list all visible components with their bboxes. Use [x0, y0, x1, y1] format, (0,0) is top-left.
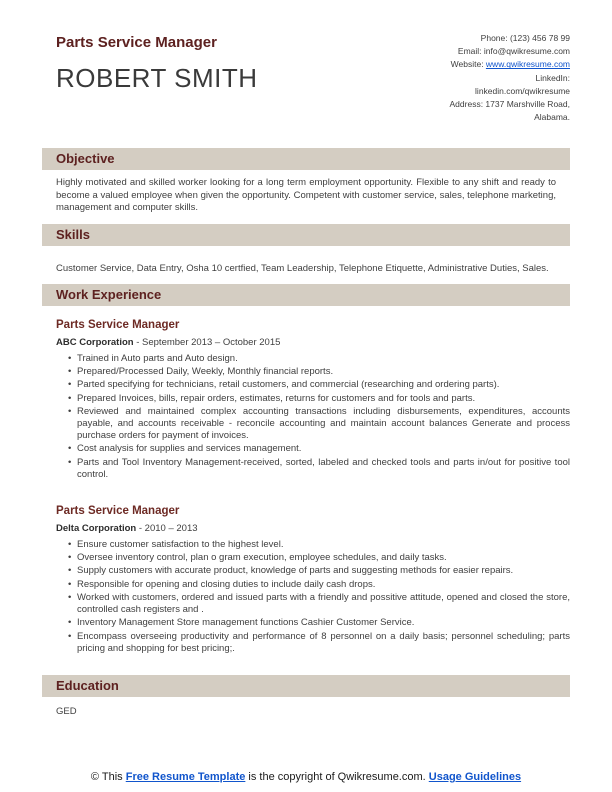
- website-link[interactable]: www.qwikresume.com: [485, 59, 570, 70]
- company-name: Delta Corporation: [56, 523, 137, 535]
- bullet-item: • Cost analysis for supplies and services management.: [68, 443, 570, 455]
- bullet-item: • Parts and Tool Inventory Management-received, sorted, labeled and checked tools and parts in/out for positive tool control.: [68, 457, 570, 481]
- header-job-title: Parts Service Manager: [56, 34, 217, 51]
- resume-header: [42, 30, 570, 124]
- section-skills: [42, 224, 570, 275]
- job-dates: - 2010 – 2013: [136, 523, 198, 535]
- job-company-line: [42, 337, 570, 348]
- footer-middle: is the copyright of Qwikresume.com.: [245, 771, 429, 783]
- section-title-skills: Skills: [42, 224, 570, 246]
- bullet-item: • Worked with customers, ordered and issued parts with a friendly and possitive attitude, opened and closed the store, controlled cash registers and .: [68, 592, 570, 616]
- job-dates: - September 2013 – October 2015: [133, 337, 281, 349]
- section-title-work-experience: Work Experience: [42, 284, 570, 306]
- bullet-item: • Supply customers with accurate product, knowledge of parts and suggesting methods for easier repairs.: [68, 565, 570, 577]
- bullet-item: • Encompass overseeing productivity and performance of 8 personnel on a daily basis; personnel scheduling; parts pricing and shopping for best pricing;.: [68, 631, 570, 655]
- contact-linkedin-value: linkedin.com/qwikresume: [475, 85, 570, 96]
- contact-address-line2: Alabama.: [534, 112, 570, 123]
- job-entry: [42, 319, 570, 481]
- bullet-item: • Parted specifying for technicians, retail customers, and commercial (researching and ordering parts).: [68, 379, 570, 391]
- bullet-item: • Prepared Invoices, bills, repair orders, estimates, returns for customers and for tools and parts.: [68, 393, 570, 405]
- skills-text: Customer Service, Data Entry, Osha 10 certfied, Team Leadership, Telephone Etiquette, Administrative Duties, Sales.: [56, 262, 549, 274]
- job-role: Parts Service Manager: [56, 319, 180, 332]
- section-education: [42, 675, 570, 718]
- contact-email: Email: info@qwikresume.com: [457, 46, 570, 57]
- free-resume-template-link[interactable]: Free Resume Template: [125, 771, 246, 783]
- contact-phone: Phone: (123) 456 78 99: [480, 33, 570, 43]
- footer: [0, 770, 612, 784]
- candidate-name: ROBERT SMITH: [56, 63, 258, 93]
- section-work-experience: [42, 284, 570, 655]
- header-left: [42, 30, 258, 94]
- bullet-item: • Trained in Auto parts and Auto design.: [68, 353, 570, 365]
- job-entry: [42, 505, 570, 655]
- company-name: ABC Corporation: [56, 337, 134, 349]
- job-role: Parts Service Manager: [56, 505, 180, 518]
- usage-guidelines-link[interactable]: Usage Guidelines: [428, 771, 522, 783]
- objective-text: Highly motivated and skilled worker looking for a long term employment opportunity. Flexible to any shift and ready to become a valued employee when given the opportunity. Competent with customer service, sales, telephone marketing, management and computer skills.: [56, 177, 556, 214]
- bullet-item: • Reviewed and maintained complex accounting transactions including disbursements, expenditures, accounts payable, and accounts receivable - reconcile accounting and maintain account balances Generate and process purchase orders for payment of invoices.: [68, 406, 570, 443]
- section-title-education: Education: [42, 675, 570, 697]
- bullet-item: • Prepared/Processed Daily, Weekly, Monthly financial reports.: [68, 366, 570, 378]
- contact-address-line1: Address: 1737 Marshville Road,: [449, 99, 570, 110]
- bullet-item: • Oversee inventory control, plan o gram execution, employee schedules, and daily tasks.: [68, 552, 570, 564]
- job-company-line: [42, 523, 570, 534]
- bullet-item: • Inventory Management Store management functions Cashier Customer Service.: [68, 617, 570, 629]
- bullet-item: • Responsible for opening and closing duties to include daily cash drops.: [68, 579, 570, 591]
- contact-info: [450, 30, 570, 124]
- website-label: Website:: [450, 59, 486, 70]
- contact-website: [450, 58, 570, 71]
- section-title-objective: Objective: [42, 148, 570, 170]
- section-objective: [42, 148, 570, 214]
- footer-copyright: [80, 770, 532, 784]
- bullet-item: • Ensure customer satisfaction to the highest level.: [68, 539, 570, 551]
- footer-prefix: © This: [90, 771, 126, 783]
- contact-linkedin-label: LinkedIn:: [535, 72, 570, 83]
- education-text: GED: [56, 705, 77, 717]
- job-bullets: [42, 353, 570, 481]
- job-bullets: [42, 539, 570, 655]
